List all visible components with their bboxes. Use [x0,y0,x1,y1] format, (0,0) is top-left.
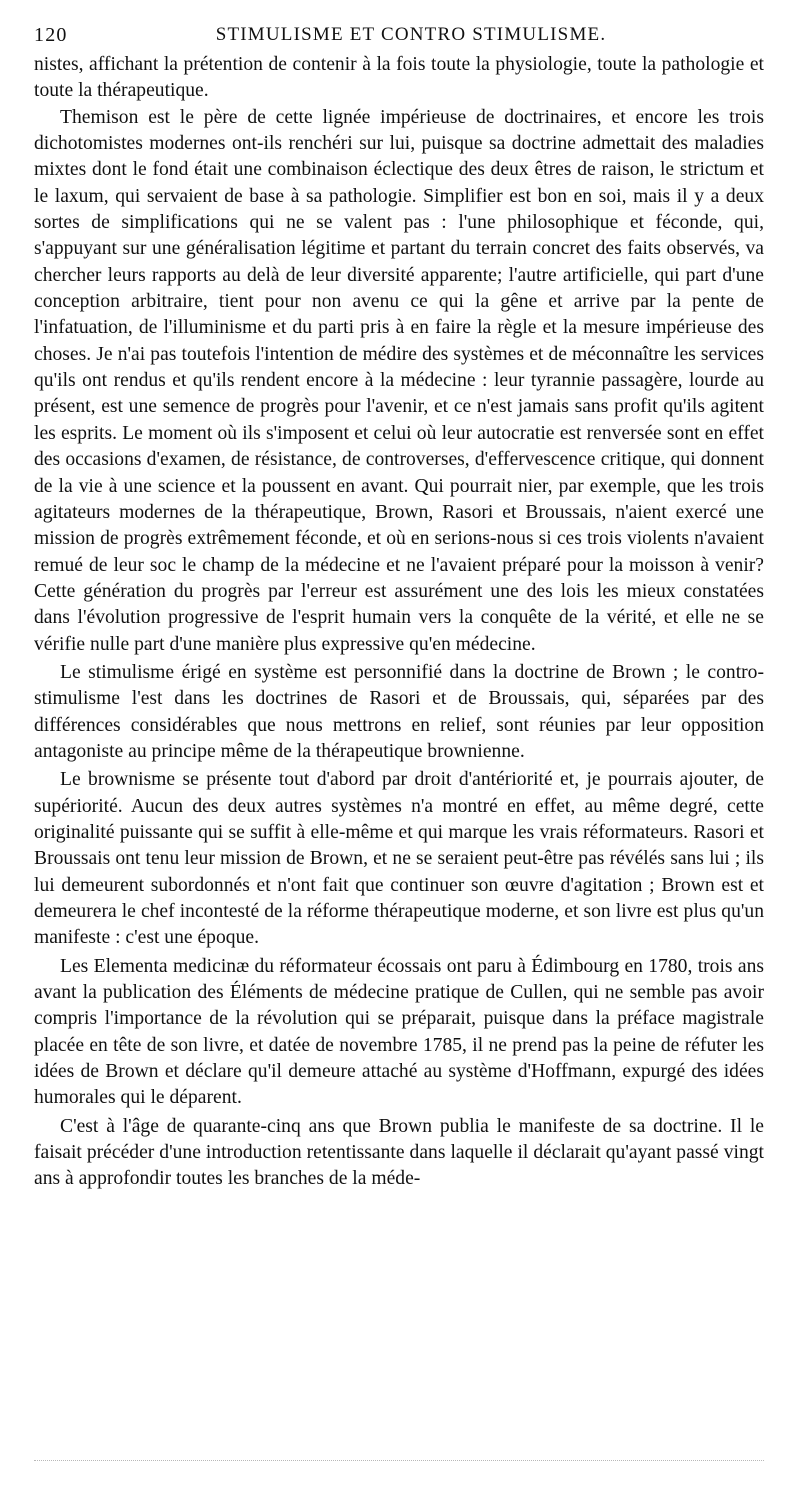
book-page [34,24,764,1193]
paragraph-elementa-medicinae: Les Elementa medicinæ du réformateur écossais ont paru à Édimbourg en 1780, trois ans avant la publication des Éléments de médecine pratique de Cullen, qui ne semble pas avoir compris l'importance de la révolution qui se préparait, puisque dans la préface magistrale placée en tête de son livre, et datée de novembre 1785, il ne prend pas la peine de réfuter les idées de Brown et déclare qu'il demeure attaché au système d'Hoffmann, expurgé des idées humorales qui le déparent. [34,955,764,1109]
running-title: STIMULISME ET CONTRO STIMULISME. [215,24,607,45]
page-number: 120 [34,24,68,46]
paragraph-stimulisme: Le stimulisme érigé en système est personnifié dans la doctrine de Brown ; le contro-stimulisme l'est dans les doctrines de Rasori et de Broussais, qui, séparées par des différences considérables que nous mettrons en relief, sont réunies par leur opposition antagoniste au principe même de la thérapeutique brownienne. [34,661,764,762]
paragraph-brownisme: Le brownisme se présente tout d'abord par droit d'antériorité et, je pourrais ajouter, de supériorité. Aucun des deux autres systèmes n'a montré en effet, au même degré, cette originalité puissante qui se suffit à elle-même et qui marque les vrais réformateurs. Rasori et Broussais ont tenu leur mission de Brown, et ne se seraient peut-être pas révélés sans lui ; ils lui demeurent subordonnés et n'ont fait que continuer son œuvre d'agitation ; Brown est et demeurera le chef incontesté de la réforme thérapeutique moderne, et son livre est plus qu'un manifeste : c'est une époque. [34,769,764,949]
running-head [34,24,764,52]
paragraph-continued: nistes, affichant la prétention de contenir à la fois toute la physiologie, toute la pathologie et toute la thérapeutique. [34,54,764,102]
footer-dotted-rule [34,1460,764,1461]
body-text [34,52,764,1193]
paragraph-brown-manifeste: C'est à l'âge de quarante-cinq ans que Brown publia le manifeste de sa doctrine. Il le faisait précéder d'une introduction retentissante dans laquelle il déclarait qu'ayant passé vingt ans à approfondir toutes les branches de la méde- [34,1115,764,1190]
paragraph-themison: Themison est le père de cette lignée impérieuse de doctrinaires, et encore les trois dichotomistes modernes ont-ils renchéri sur lui, puisque sa doctrine admettait des maladies mixtes dont le fond était une combinaison éclectique des deux êtres de raison, le strictum et le laxum, qui servaient de base à sa pathologie. Simplifier est bon en soi, mais il y a deux sortes de simplifications qui ne se valent pas : l'une philosophique et féconde, qui, s'appuyant sur une généralisation légitime et partant du terrain concret des faits observés, va chercher leurs rapports au delà de leur diversité apparente; l'autre artificielle, qui part d'une conception arbitraire, tient pour non avenu ce qui la gêne et arrive par la pente de l'infatuation, de l'illuminisme et du parti pris à en faire la règle et la mesure impérieuse des choses. Je n'ai pas toutefois l'intention de médire des systèmes et de méconnaître les services qu'ils ont rendus et qu'ils rendent encore à la médecine : leur tyrannie passagère, lourde au présent, est une semence de progrès pour l'avenir, et ce n'est jamais sans profit qu'ils agitent les esprits. Le moment où ils s'imposent et celui où leur autocratie est renversée sont en effet des occasions d'examen, de résistance, de controverses, d'effervescence critique, qui donnent de la vie à une science et la poussent en avant. Qui pourrait nier, par exemple, que les trois agitateurs modernes de la thérapeutique, Brown, Rasori et Broussais, n'aient exercé une mission de progrès extrêmement féconde, et où en serions-nous si ces trois violents n'avaient remué de leur soc le champ de la médecine et ne l'avaient préparé pour la moisson à venir? Cette génération du progrès par l'erreur est assurément une des lois les mieux constatées dans l'évolution progressive de l'esprit humain vers la conquête de la vérité, et elle ne se vérifie nulle part d'une manière plus expressive qu'en médecine. [34,106,764,655]
